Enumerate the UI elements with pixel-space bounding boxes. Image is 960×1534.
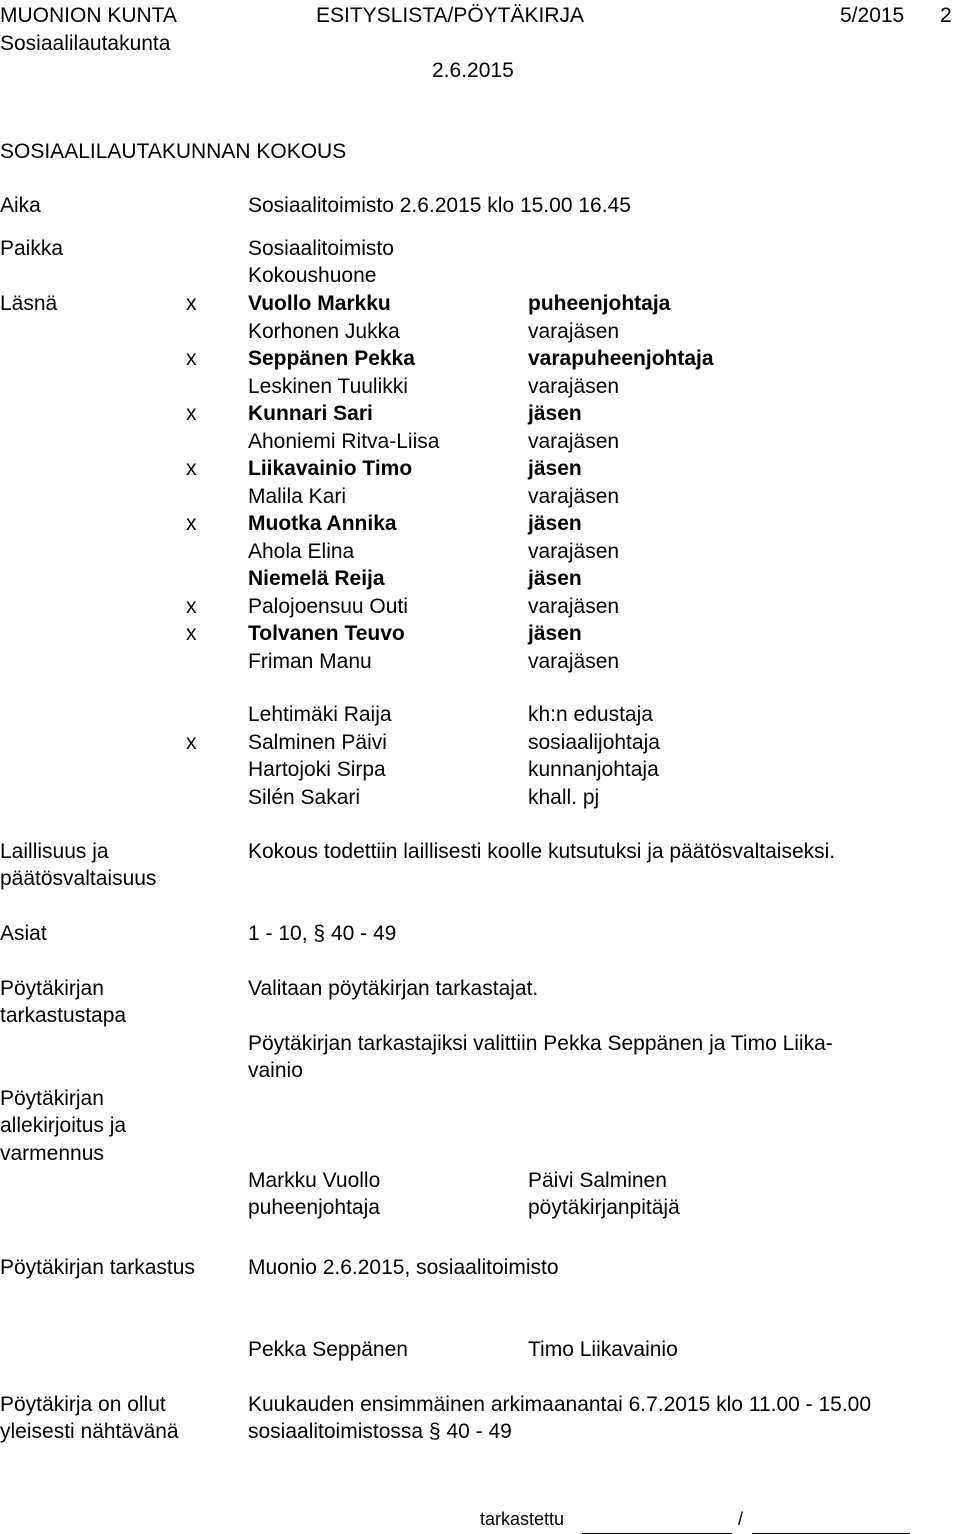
attendee-role: jäsen bbox=[528, 622, 582, 645]
review-label-line1: Pöytäkirjan bbox=[0, 977, 104, 1000]
document-type: ESITYSLISTA/PÖYTÄKIRJA bbox=[316, 4, 585, 27]
items-range-1: 1 - 10, bbox=[248, 922, 308, 945]
attendee-name: Niemelä Reija bbox=[248, 567, 385, 590]
checked-initials-line-1 bbox=[582, 1506, 732, 1534]
review-label-line2: tarkastustapa bbox=[0, 1004, 127, 1027]
attendee-role: kh:n edustaja bbox=[528, 703, 653, 726]
section-sign: § bbox=[313, 922, 326, 945]
attendee-name: Leskinen Tuulikki bbox=[248, 374, 408, 398]
items-range-2: 40 - 49 bbox=[330, 922, 397, 945]
signing-label-line2: allekirjoitus ja bbox=[0, 1114, 127, 1137]
attendee-name: Salminen Päivi bbox=[248, 730, 387, 754]
signing-label-line3: varmennus bbox=[0, 1142, 104, 1165]
review-result-line1: Pöytäkirjan tarkastajiksi valittiin Pekka Seppänen ja Timo Liika- bbox=[248, 1032, 833, 1055]
legality-label-line1: Laillisuus ja bbox=[0, 840, 109, 863]
present-label: Läsnä bbox=[0, 292, 58, 315]
attendee-name: Kunnari Sari bbox=[248, 402, 373, 425]
display-text-line1: Kuukauden ensimmäinen arkimaanantai 6.7.2015 klo 11.00 - 15.00 bbox=[248, 1393, 872, 1416]
attendee-name: Liikavainio Timo bbox=[248, 457, 413, 480]
display-text-line2 bbox=[248, 1418, 512, 1446]
attendee-role: varajäsen bbox=[528, 539, 620, 563]
inspector-2: Timo Liikavainio bbox=[528, 1338, 678, 1361]
items-label: Asiat bbox=[0, 922, 47, 945]
attendee-role: varajäsen bbox=[528, 429, 620, 453]
attendee-role: varajäsen bbox=[528, 484, 620, 508]
checked-separator: / bbox=[738, 1509, 744, 1529]
legality-label-line2: päätösvaltaisuus bbox=[0, 867, 157, 890]
attendance-mark: x bbox=[186, 594, 197, 618]
place-label: Paikka bbox=[0, 237, 64, 260]
section-sign: § bbox=[428, 1420, 441, 1443]
attendance-mark: x bbox=[186, 292, 197, 315]
review-text: Valitaan pöytäkirjan tarkastajat. bbox=[248, 977, 539, 1000]
attendee-role: jäsen bbox=[528, 402, 582, 425]
attendee-name: Vuollo Markku bbox=[248, 292, 391, 315]
place-line2: Kokoushuone bbox=[248, 264, 377, 287]
place-line1: Sosiaalitoimisto bbox=[248, 237, 394, 260]
attendance-mark: x bbox=[186, 512, 197, 535]
page-number: 2 bbox=[940, 4, 952, 27]
checked-label: tarkastettu bbox=[480, 1509, 565, 1529]
attendee-name: Korhonen Jukka bbox=[248, 319, 400, 343]
attendee-role: varajäsen bbox=[528, 649, 620, 673]
attendee-name: Palojoensuu Outi bbox=[248, 594, 408, 618]
meeting-title: SOSIAALILAUTAKUNNAN KOKOUS bbox=[0, 140, 347, 163]
committee-name: Sosiaalilautakunta bbox=[0, 32, 171, 55]
chair-name: Markku Vuollo bbox=[248, 1169, 381, 1192]
attendance-mark: x bbox=[186, 347, 197, 370]
attendee-role: jäsen bbox=[528, 512, 582, 535]
attendee-name: Friman Manu bbox=[248, 649, 372, 673]
document-number: 5/2015 bbox=[840, 4, 905, 27]
attendance-mark: x bbox=[186, 622, 197, 645]
attendee-role: varajäsen bbox=[528, 374, 620, 398]
attendee-role: sosiaalijohtaja bbox=[528, 730, 660, 754]
attendee-name: Malila Kari bbox=[248, 484, 347, 508]
attendee-role: varapuheenjohtaja bbox=[528, 347, 714, 370]
attendance-mark: x bbox=[186, 402, 197, 425]
time-value: Sosiaalitoimisto 2.6.2015 klo 15.00 16.45 bbox=[248, 194, 631, 217]
chair-title: puheenjohtaja bbox=[248, 1196, 380, 1219]
attendee-name: Tolvanen Teuvo bbox=[248, 622, 405, 645]
attendance-mark: x bbox=[186, 457, 197, 480]
attendee-role: jäsen bbox=[528, 567, 582, 590]
attendee-name: Ahoniemi Ritva-Liisa bbox=[248, 429, 440, 453]
attendee-role: jäsen bbox=[528, 457, 582, 480]
attendee-name: Silén Sakari bbox=[248, 785, 361, 809]
review-result-line2: vainio bbox=[248, 1059, 303, 1082]
attendee-role: varajäsen bbox=[528, 594, 620, 618]
secretary-name: Päivi Salminen bbox=[528, 1169, 667, 1192]
inspection-label: Pöytäkirjan tarkastus bbox=[0, 1256, 195, 1279]
checked-initials-line-2 bbox=[752, 1506, 910, 1534]
legality-text: Kokous todettiin laillisesti koolle kutsutuksi ja päätösvaltaiseksi. bbox=[248, 840, 836, 863]
attendee-name: Hartojoki Sirpa bbox=[248, 758, 386, 781]
attendee-name: Lehtimäki Raija bbox=[248, 703, 392, 726]
time-label: Aika bbox=[0, 194, 41, 217]
attendee-role: kunnanjohtaja bbox=[528, 758, 659, 781]
attendance-mark: x bbox=[186, 730, 197, 754]
display-text-location: sosiaalitoimistossa bbox=[248, 1420, 424, 1443]
attendee-role: khall. pj bbox=[528, 785, 600, 809]
attendee-role: varajäsen bbox=[528, 319, 620, 343]
inspection-text: Muonio 2.6.2015, sosiaalitoimisto bbox=[248, 1256, 559, 1279]
secretary-title: pöytäkirjanpitäjä bbox=[528, 1196, 680, 1219]
display-text-range: 40 - 49 bbox=[446, 1420, 512, 1443]
display-label-line2: yleisesti nähtävänä bbox=[0, 1420, 179, 1443]
attendee-name: Ahola Elina bbox=[248, 539, 355, 563]
meeting-date: 2.6.2015 bbox=[432, 59, 514, 82]
items-value bbox=[248, 920, 396, 948]
display-label-line1: Pöytäkirja on ollut bbox=[0, 1393, 166, 1416]
attendee-name: Seppänen Pekka bbox=[248, 347, 415, 370]
municipality-name: MUONION KUNTA bbox=[0, 4, 177, 27]
signing-label-line1: Pöytäkirjan bbox=[0, 1087, 104, 1110]
inspector-1: Pekka Seppänen bbox=[248, 1338, 408, 1361]
attendee-name: Muotka Annika bbox=[248, 512, 397, 535]
attendee-role: puheenjohtaja bbox=[528, 292, 671, 315]
